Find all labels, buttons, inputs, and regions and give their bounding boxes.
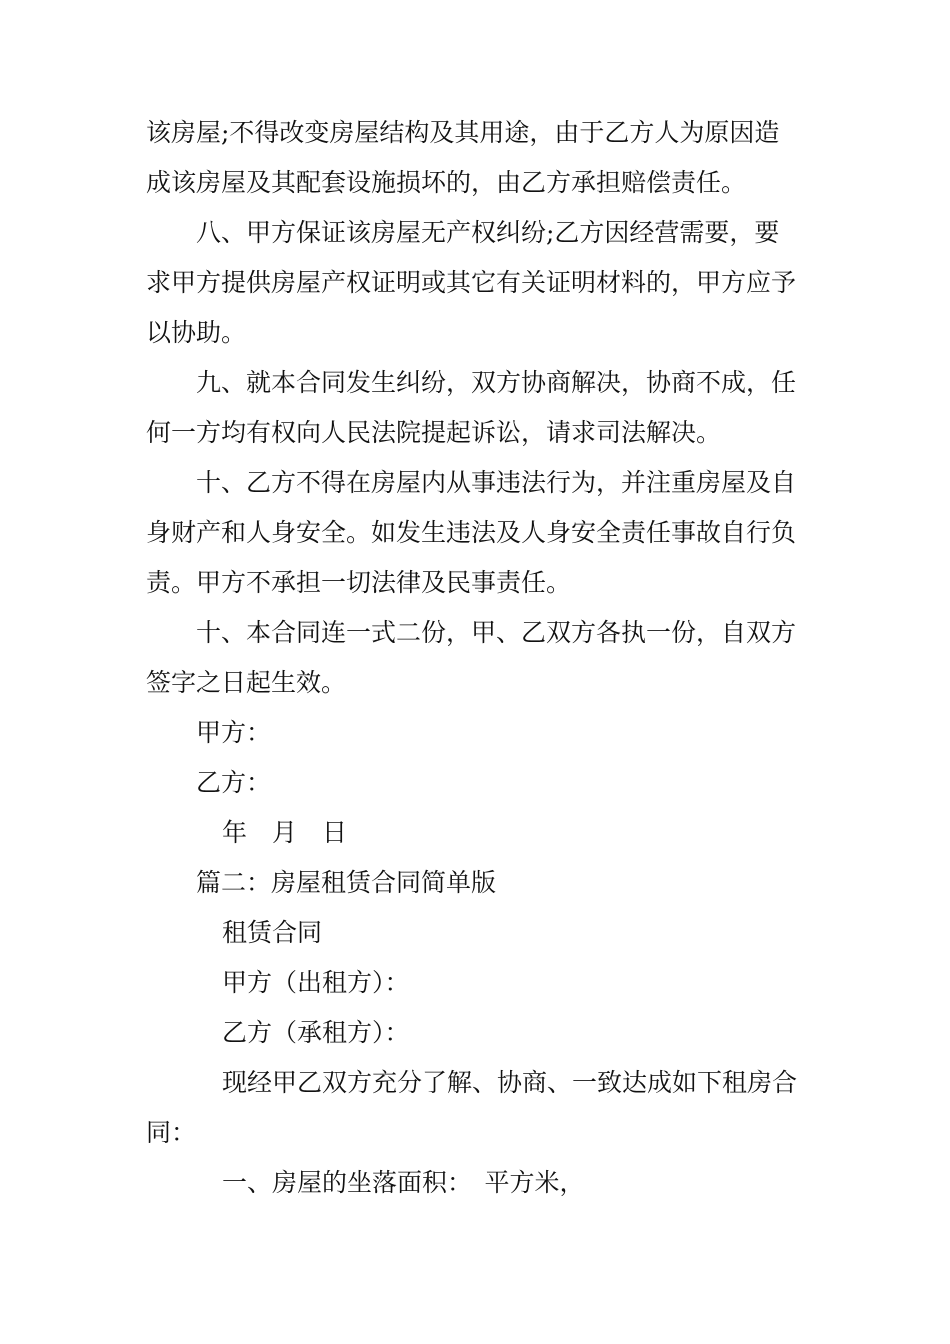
section-title: 篇二：房屋租赁合同简单版: [196, 868, 497, 897]
text-line: 现经甲乙双方充分了解、协商、一致达成如下租房合: [222, 1068, 798, 1097]
text-line: 九、就本合同发生纠纷，双方协商解决，协商不成，任: [196, 368, 797, 397]
text-line: 责。甲方不承担一切法律及民事责任。: [146, 568, 572, 597]
party-a-label: 甲方：: [196, 718, 272, 747]
text-line: 一、房屋的坐落面积： 平方米，: [222, 1168, 585, 1197]
lessee-label: 乙方（承租方）：: [222, 1018, 410, 1047]
contract-title: 租赁合同: [222, 918, 323, 947]
text-line: 十、本合同连一式二份，甲、乙双方各执一份，自双方: [196, 618, 797, 647]
text-line: 八、甲方保证该房屋无产权纠纷;乙方因经营需要，要: [196, 218, 780, 247]
text-line: 成该房屋及其配套设施损坏的，由乙方承担赔偿责任。: [146, 168, 747, 197]
text-line: 同：: [146, 1118, 197, 1147]
date-line: 年 月 日: [222, 818, 348, 847]
text-line: 以协助。: [146, 318, 247, 347]
text-line: 签字之日起生效。: [146, 668, 347, 697]
text-line: 十、乙方不得在房屋内从事违法行为，并注重房屋及自: [196, 468, 797, 497]
text-line: 何一方均有权向人民法院提起诉讼，请求司法解决。: [146, 418, 722, 447]
text-line: 身财产和人身安全。如发生违法及人身安全责任事故自行负: [146, 518, 797, 547]
lessor-label: 甲方（出租方）：: [222, 968, 410, 997]
text-line: 该房屋;不得改变房屋结构及其用途，由于乙方人为原因造: [146, 118, 780, 147]
party-b-label: 乙方：: [196, 768, 272, 797]
text-line: 求甲方提供房屋产权证明或其它有关证明材料的，甲方应予: [146, 268, 797, 297]
